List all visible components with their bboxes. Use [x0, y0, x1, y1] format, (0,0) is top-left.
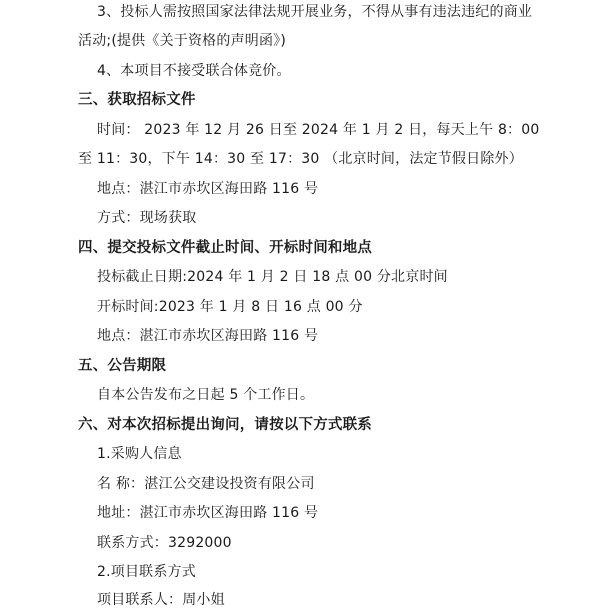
purchaser-name: 名 称：湛江公交建设投资有限公司 — [97, 476, 315, 492]
purchaser-info-heading: 1.采购人信息 — [97, 446, 182, 462]
bid-opening-time: 开标时间:2023 年 1 月 8 日 16 点 00 分 — [97, 299, 363, 315]
bid-location: 地点：湛江市赤坎区海田路 116 号 — [97, 328, 319, 344]
project-contact-person: 项目联系人：周小姐 — [97, 592, 225, 608]
obtain-time-line2: 至 11：30，下午 14：30 至 17：30 （北京时间，法定节假日除外） — [78, 151, 523, 167]
section-heading-3: 三、获取招标文件 — [78, 92, 196, 108]
obtain-location: 地点：湛江市赤坎区海田路 116 号 — [97, 181, 319, 197]
project-contact-heading: 2.项目联系方式 — [97, 564, 196, 580]
requirement-3-line2: 活动;(提供《关于资格的声明函》) — [78, 33, 287, 49]
requirement-3-line1: 3、投标人需按照国家法律法规开展业务，不得从事有违法违纪的商业 — [97, 4, 533, 20]
obtain-method: 方式：现场获取 — [97, 210, 197, 226]
section-heading-4: 四、提交投标文件截止时间、开标时间和地点 — [78, 240, 372, 256]
obtain-time-line1: 时间： 2023 年 12 月 26 日至 2024 年 1 月 2 日，每天上午 8：00 — [97, 122, 540, 138]
bid-deadline: 投标截止日期:2024 年 1 月 2 日 18 点 00 分北京时间 — [97, 269, 448, 285]
requirement-4: 4、本项目不接受联合体竞价。 — [97, 63, 291, 79]
purchaser-contact: 联系方式：3292000 — [97, 535, 232, 551]
purchaser-address: 地址：湛江市赤坎区海田路 116 号 — [97, 505, 319, 521]
announcement-period: 自本公告发布之日起 5 个工作日。 — [97, 387, 315, 403]
section-heading-5: 五、公告期限 — [78, 358, 167, 374]
section-heading-6: 六、对本次招标提出询问，请按以下方式联系 — [78, 417, 372, 433]
